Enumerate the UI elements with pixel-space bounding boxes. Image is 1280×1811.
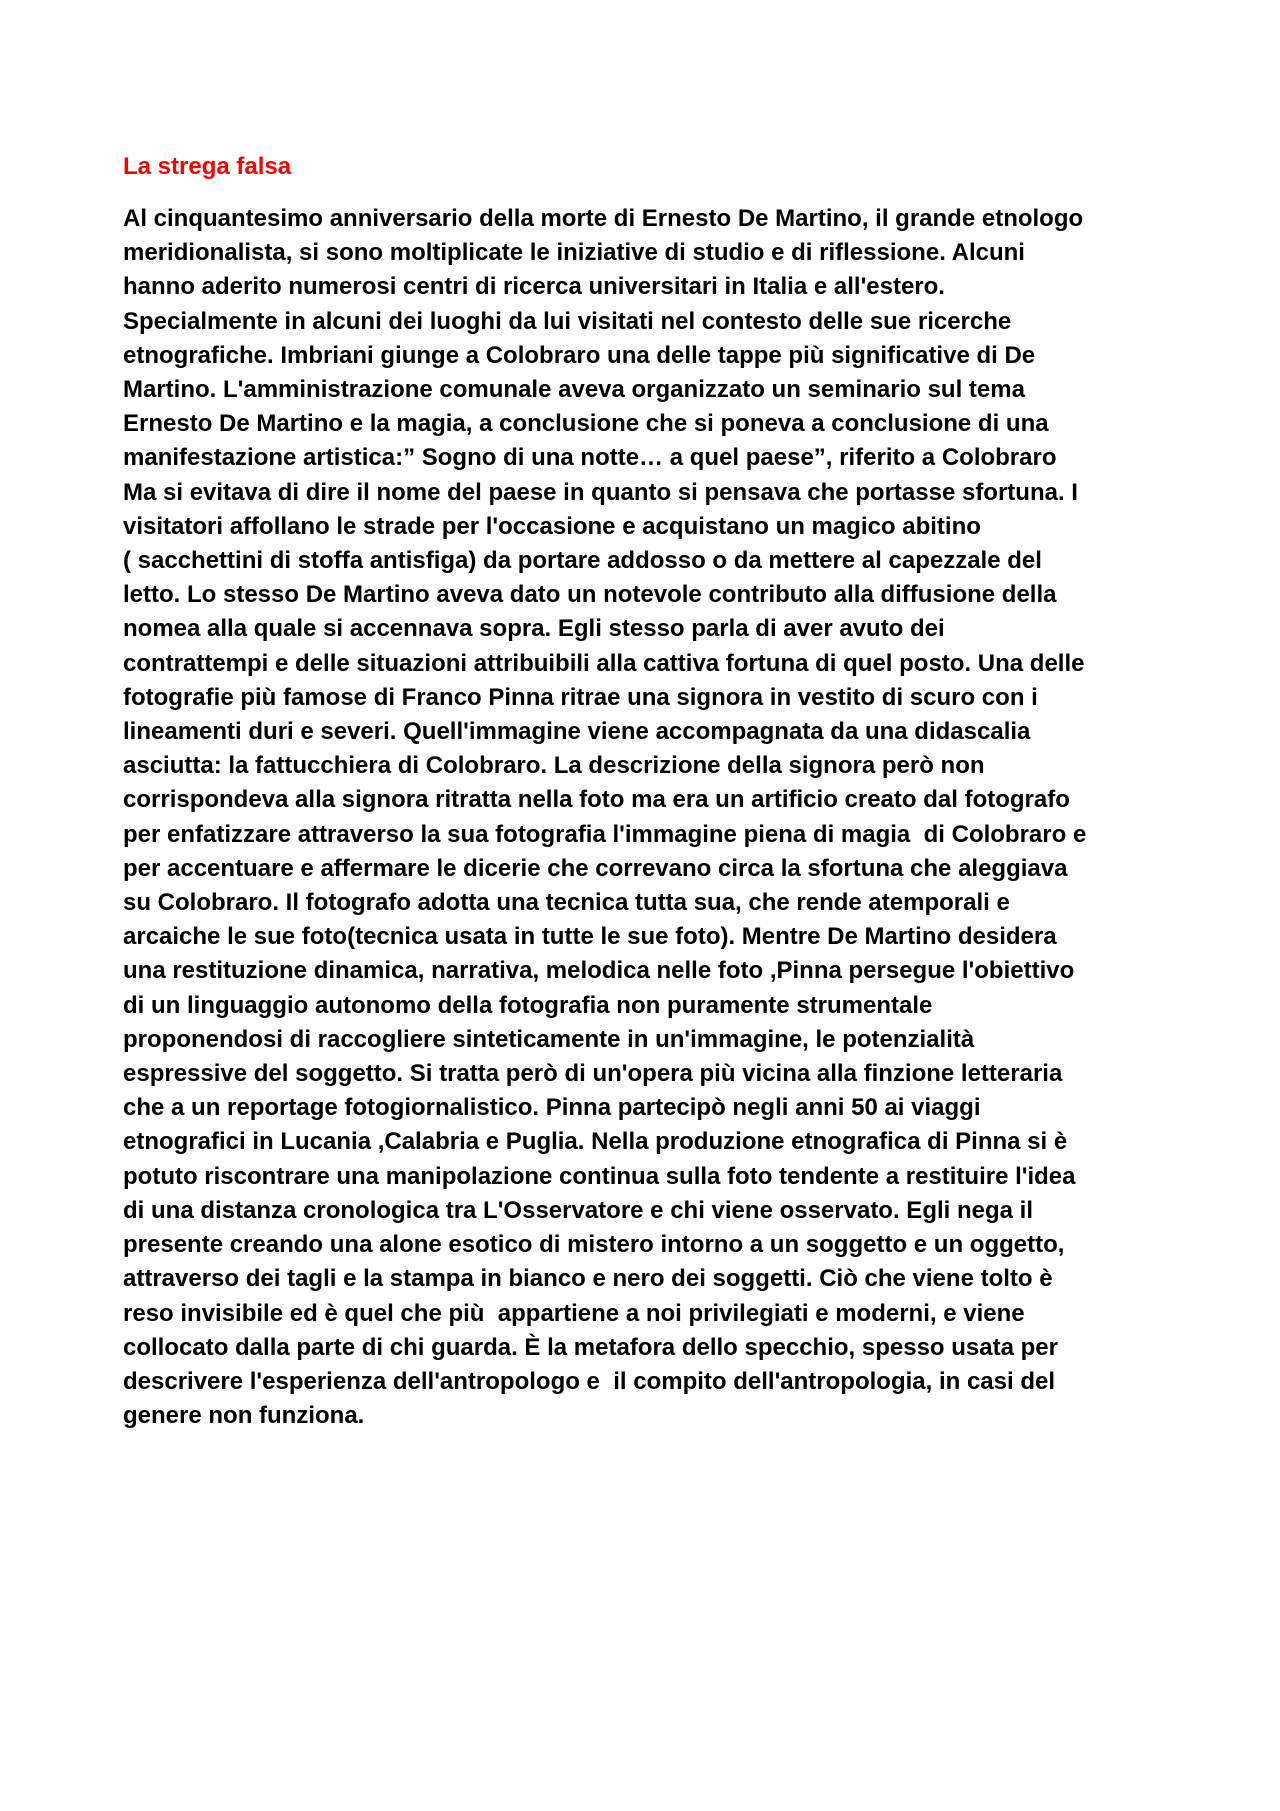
body-line: contrattempi e delle situazioni attribuibili alla cattiva fortuna di quel posto. Una delle: [123, 649, 1085, 677]
body-line: Ma si evitava di dire il nome del paese in quanto si pensava che portasse sfortuna. I: [123, 478, 1078, 506]
body-line: Specialmente in alcuni dei luoghi da lui visitati nel contesto delle sue ricerche: [123, 307, 1012, 335]
body-line: visitatori affollano le strade per l'occasione e acquistano un magico abitino: [123, 512, 981, 540]
body-line: manifestazione artistica:” Sogno di una notte… a quel paese”, riferito a Colobraro: [123, 444, 1057, 472]
body-line: Al cinquantesimo anniversario della morte di Ernesto De Martino, il grande etnologo: [123, 205, 1084, 232]
body-line: nomea alla quale si accennava sopra. Egli stesso parla di aver avuto dei: [123, 615, 945, 643]
body-line: presente creando una alone esotico di mistero intorno a un soggetto e un oggetto,: [123, 1231, 1065, 1259]
body-line: attraverso dei tagli e la stampa in bianco e nero dei soggetti. Ciò che viene tolto è: [123, 1265, 1053, 1293]
body-line: reso invisibile ed è quel che più appartiene a noi privilegiati e moderni, e viene: [123, 1299, 1025, 1327]
body-line: Martino. L'amministrazione comunale aveva organizzato un seminario sul tema: [123, 376, 1025, 404]
body-line: meridionalista, si sono moltiplicate le iniziative di studio e di riflessione. Alcuni: [123, 239, 1025, 267]
body-line: Ernesto De Martino e la magia, a conclusione che si poneva a conclusione di una: [123, 410, 1049, 438]
document-body: [123, 202, 1173, 1433]
body-line: fotografie più famose di Franco Pinna ritrae una signora in vestito di scuro con i: [123, 683, 1038, 711]
body-line: arcaiche le sue foto(tecnica usata in tutte le sue foto). Mentre De Martino desidera: [123, 923, 1057, 951]
body-line: etnografiche. Imbriani giunge a Colobraro una delle tappe più significative di De: [123, 341, 1036, 369]
body-line: letto. Lo stesso De Martino aveva dato un notevole contributo alla diffusione della: [123, 581, 1057, 609]
body-line: potuto riscontrare una manipolazione continua sulla foto tendente a restituire l'idea: [123, 1162, 1076, 1190]
body-line: di una distanza cronologica tra L'Osservatore e chi viene osservato. Egli nega il: [123, 1196, 1033, 1224]
body-line: corrispondeva alla signora ritratta nella foto ma era un artificio creato dal fotografo: [123, 786, 1070, 814]
body-line: che a un reportage fotogiornalistico. Pinna partecipò negli anni 50 ai viaggi: [123, 1094, 981, 1122]
body-line: genere non funziona.: [123, 1402, 365, 1430]
document-content: [123, 150, 1173, 1433]
body-line: etnografici in Lucania ,Calabria e Puglia. Nella produzione etnografica di Pinna si è: [123, 1128, 1068, 1156]
document-title: La strega falsa: [123, 153, 292, 180]
body-line: asciutta: la fattucchiera di Colobraro. La descrizione della signora però non: [123, 752, 985, 780]
body-line: proponendosi di raccogliere sinteticamente in un'immagine, le potenzialità: [123, 1025, 975, 1053]
body-line: descrivere l'esperienza dell'antropologo e il compito dell'antropologia, in casi del: [123, 1367, 1056, 1395]
body-line: lineamenti duri e severi. Quell'immagine viene accompagnata da una didascalia: [123, 718, 1031, 746]
body-line: per accentuare e affermare le dicerie che correvano circa la sfortuna che aleggiava: [123, 854, 1068, 882]
body-line: collocato dalla parte di chi guarda. È la metafora dello specchio, spesso usata per: [123, 1333, 1058, 1361]
body-line: di un linguaggio autonomo della fotografia non puramente strumentale: [123, 991, 933, 1019]
body-line: su Colobraro. Il fotografo adotta una tecnica tutta sua, che rende atemporali e: [123, 889, 1010, 917]
body-line: una restituzione dinamica, narrativa, melodica nelle foto ,Pinna persegue l'obiettivo: [123, 957, 1075, 985]
body-line: ( sacchettini di stoffa antisfiga) da portare addosso o da mettere al capezzale del: [123, 547, 1042, 575]
body-line: espressive del soggetto. Si tratta però di un'opera più vicina alla finzione letteraria: [123, 1060, 1063, 1088]
body-line: per enfatizzare attraverso la sua fotografia l'immagine piena di magia di Colobraro e: [123, 820, 1087, 848]
body-line: hanno aderito numerosi centri di ricerca universitari in Italia e all'estero.: [123, 273, 945, 301]
